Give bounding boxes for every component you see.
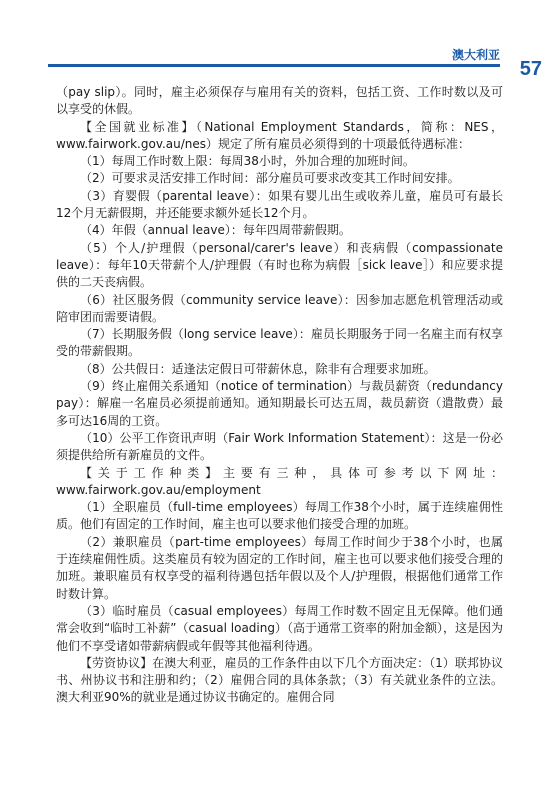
body-paragraph: （3）临时雇员（casual employees）每周工作时数不固定且无保障。他们通常会收到“临时工补薪”（casual loading）（高于通常工资率的附加金额），这是因为他们不享受诸如带薪病假或年假等其他福利待遇。 (56, 603, 503, 653)
body-paragraph: （9）终止雇佣关系通知（notice of termination）与裁员薪资（redundancy pay）：解雇一名雇员必须提前通知。通知期最长可达五周，裁员薪资（遣散费）最多可达16周的工资。 (56, 379, 503, 428)
body-paragraph: （4）年假（annual leave）：每年四周带薪假期。 (80, 223, 351, 238)
header-rule (48, 64, 500, 67)
body-paragraph: （7）长期服务假（long service leave）：雇员长期服务于同一名雇主而有权享受的带薪假期。 (56, 327, 503, 359)
body-paragraph: （pay slip）。同时，雇主必须保存与雇用有关的资料，包括工资、工作时数以及可以享受的休假。 (56, 85, 503, 117)
section-label: 澳大利亚 (451, 48, 500, 62)
body-paragraph: （2）可要求灵活安排工作时间：部分雇员可要求改变其工作时间安排。 (80, 171, 460, 186)
body-paragraph: （5）个人/护理假（personal/carer's leave）和丧病假（compassionate leave）：每年10天带薪个人/护理假（有时也称为病假［sick leave］）和应要求提供的二天丧病假。 (56, 240, 503, 290)
body-paragraph: （3）育婴假（parental leave）：如果有婴儿出生或收养儿童，雇员可有最长12个月无薪假期，并还能要求额外延长12个月。 (56, 188, 503, 221)
body-paragraph: （8）公共假日：适逢法定假日可带薪休息，除非有合理要求加班。 (80, 361, 436, 376)
body-paragraph: 【关于工作种类】主要有三种，具体可参考以下网址：www.fairwork.gov.au/employment (56, 465, 503, 497)
body-paragraph: （10）公平工作资讯声明（Fair Work Information Statement）：这是一份必须提供给所有新雇员的文件。 (56, 430, 503, 463)
body-paragraph: （2）兼职雇员（part-time employees）每周工作时间少于38个小时，也属于连续雇佣性质。这类雇员有较为固定的工作时间，雇主也可以要求他们接受合理的加班。兼职雇员有权享受的福利待遇包括年假以及个人/护理假，根据他们通常工作时数计算。 (56, 534, 503, 601)
page-body (56, 84, 503, 707)
body-paragraph: （1）每周工作时数上限：每周38小时，外加合理的加班时间。 (80, 154, 415, 169)
body-paragraph: 【劳资协议】在澳大利亚，雇员的工作条件由以下几个方面决定：（1）联邦协议书、州协议书和注册和约；（2）雇佣合同的具体条款；（3）有关就业条件的立法。澳大利亚90%的就业是通过协议书确定的。雇佣合同 (56, 655, 503, 705)
page-number: 57 (519, 58, 542, 80)
body-paragraph: （1）全职雇员（full-time employees）每周工作38个小时，属于连续雇佣性质。他们有固定的工作时间，雇主也可以要求他们接受合理的加班。 (56, 500, 503, 532)
body-paragraph: 【全国就业标准】（National Employment Standards，简称：NES，www.fairwork.gov.au/nes）规定了所有雇员必须得到的十项最低待遇标准： (56, 119, 503, 151)
body-paragraph: （6）社区服务假（community service leave）：因参加志愿危机管理活动或陪审团而需要请假。 (56, 292, 503, 324)
